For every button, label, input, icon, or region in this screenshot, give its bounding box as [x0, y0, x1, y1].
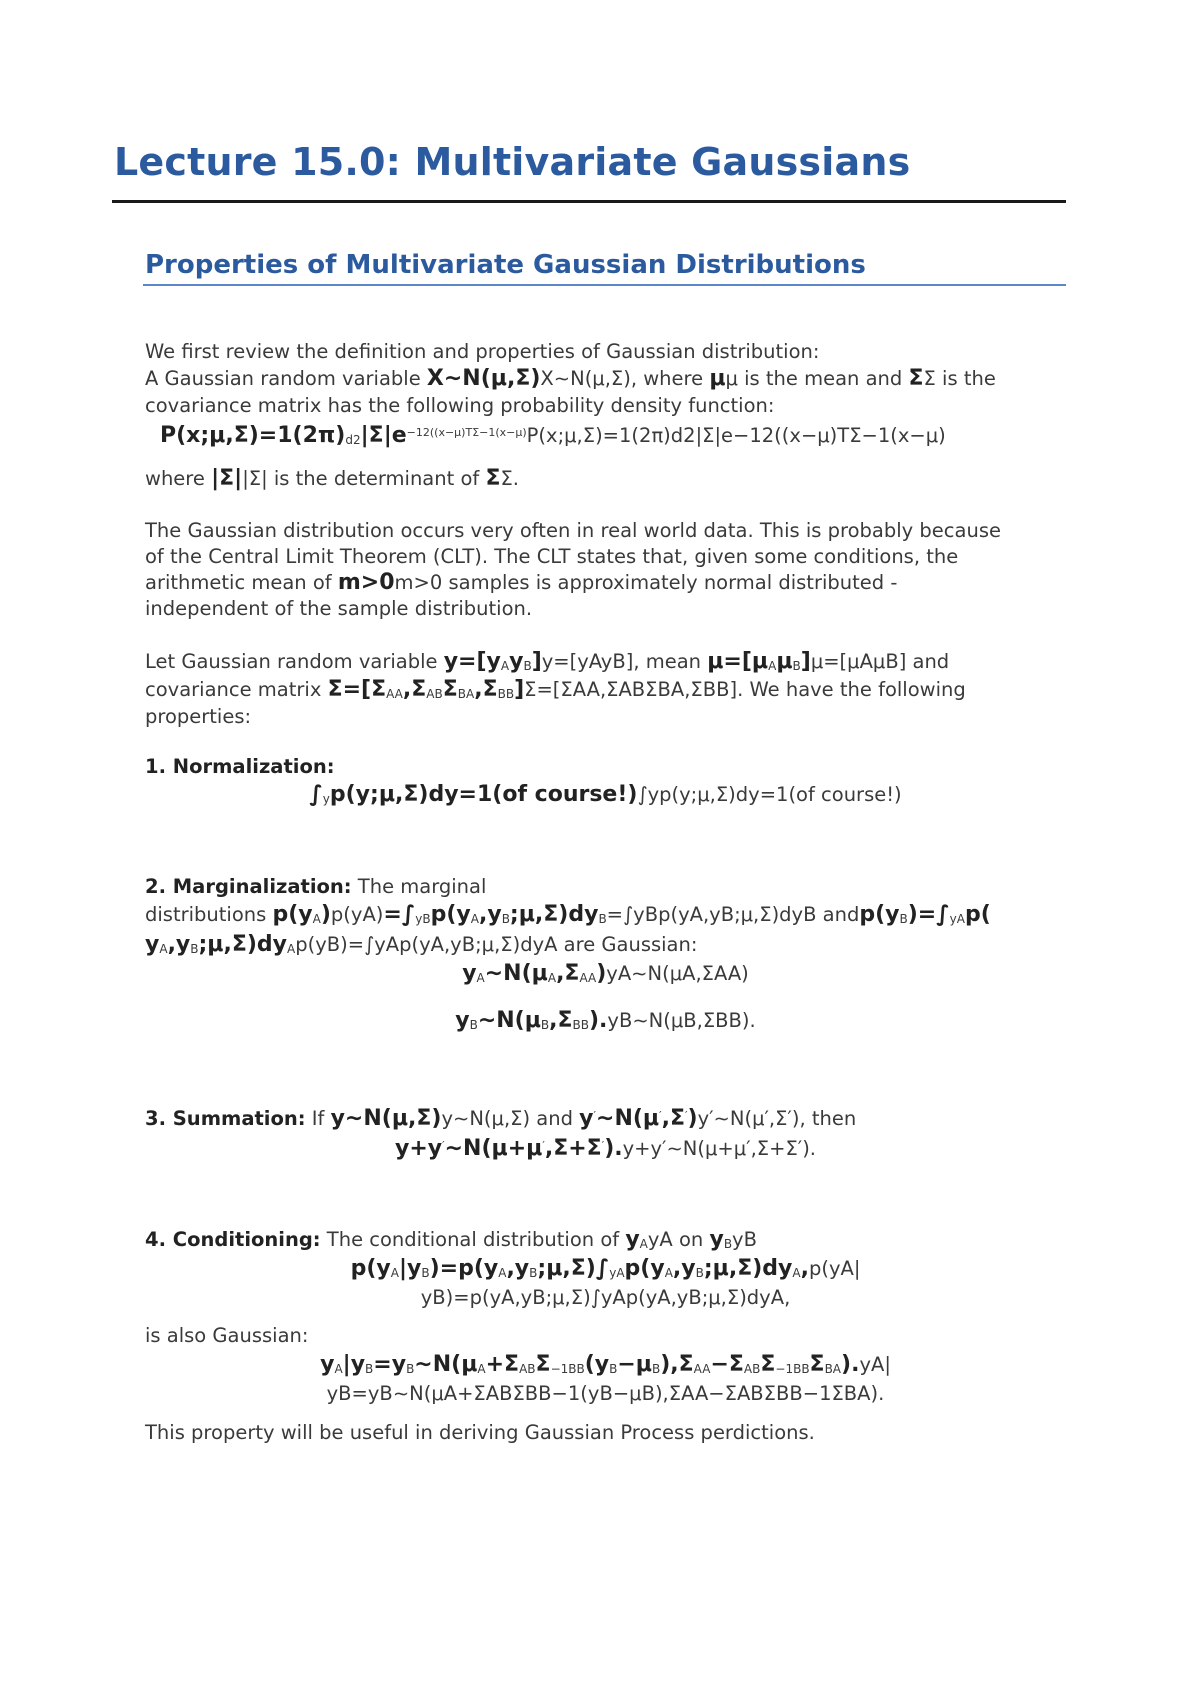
- math-sub: B: [651, 1362, 661, 1376]
- marginal-equation-a: [145, 961, 1066, 991]
- text: =∫yBp(yA,yB;μ,Σ)dyB and: [606, 903, 860, 926]
- clt-line-1: The Gaussian distribution occurs very often in real world data. This is probably because: [145, 519, 1001, 542]
- math-sub: BA: [457, 687, 475, 701]
- property-1-heading: 1. Normalization:: [145, 755, 335, 778]
- math-sub: A: [498, 1266, 507, 1280]
- math-sub: B: [899, 912, 908, 926]
- math-sub: BA: [824, 1362, 842, 1376]
- math: Σ: [442, 677, 458, 702]
- property-3-line: [145, 1103, 856, 1132]
- math-sub: B: [421, 1266, 430, 1280]
- let-line-1: [145, 649, 949, 679]
- math-sub: A: [500, 659, 510, 673]
- text: The marginal: [351, 875, 487, 898]
- math-sub: yA: [949, 912, 965, 926]
- text: covariance matrix: [145, 678, 328, 701]
- text: μ is the mean and: [725, 367, 909, 390]
- math: ∼N(μ: [414, 1352, 478, 1377]
- math-sub: A: [792, 1266, 801, 1280]
- math: ,Σ: [556, 961, 580, 986]
- math: p(y: [430, 902, 471, 927]
- math: ): [596, 961, 607, 986]
- text: yB: [732, 1228, 757, 1251]
- math: p(y: [272, 902, 313, 927]
- math: y: [462, 961, 477, 986]
- text: μ=[μAμB] and: [810, 650, 950, 673]
- math-sub: AB: [519, 1362, 536, 1376]
- math: p(y: [350, 1256, 391, 1281]
- conditional-equation-1-cont: yB)=p(yA,yB;μ,Σ)∫yAp(yA,yB;μ,Σ)dyA,: [420, 1286, 791, 1309]
- math-sub: −1BB: [550, 1362, 585, 1376]
- math: ,Σ: [549, 1008, 573, 1033]
- text: y∼N(μ,Σ) and: [441, 1107, 580, 1130]
- math: −μ: [617, 1352, 652, 1377]
- text: P(x;μ,Σ)=1(2π)d2|Σ|e−12((x−μ)TΣ−1(x−μ): [526, 424, 946, 447]
- clt-line-3: [145, 570, 897, 596]
- math: μ: [709, 366, 726, 391]
- math-sub: −1BB: [775, 1362, 810, 1376]
- math-sub: A: [470, 912, 479, 926]
- math-sub: B: [723, 1237, 733, 1251]
- math: )=∫: [907, 902, 950, 927]
- property-4-line: [145, 1227, 757, 1257]
- text: Σ.: [500, 467, 520, 490]
- math-sub: B: [792, 659, 801, 673]
- math: ∫: [309, 782, 323, 807]
- math: |y: [342, 1352, 366, 1377]
- marginal-equation-b: [145, 1008, 1066, 1038]
- heading-text: 2. Marginalization:: [145, 875, 352, 898]
- let-line-3: properties:: [145, 705, 252, 728]
- math-sub: AA: [693, 1362, 711, 1376]
- math: μ: [776, 649, 793, 674]
- math-sup: ′: [442, 1139, 445, 1152]
- math: P(x;μ,Σ)=1(2π): [160, 423, 346, 448]
- math: (y: [584, 1352, 610, 1377]
- math: y+y: [395, 1136, 443, 1161]
- math-sub: B: [609, 1362, 618, 1376]
- math-sub: B: [598, 912, 607, 926]
- math-sub: A: [768, 659, 777, 673]
- text: yA∼N(μA,ΣAA): [606, 962, 749, 985]
- math: ).: [604, 1136, 623, 1161]
- math: Σ: [809, 1352, 825, 1377]
- math: ).: [589, 1008, 608, 1033]
- math-sub: B: [190, 942, 199, 956]
- marginal-line-3: [145, 932, 697, 962]
- math-sub: A: [159, 942, 168, 956]
- clt-line-2: of the Central Limit Theorem (CLT). The CLT states that, given some conditions, the: [145, 545, 959, 568]
- math: X∼N(μ,Σ): [426, 366, 541, 391]
- heading-text: 4. Conditioning:: [145, 1228, 321, 1251]
- math-sub: A: [476, 971, 485, 985]
- text: |Σ| is the determinant of: [242, 467, 486, 490]
- text: Σ is the: [923, 367, 996, 390]
- math-sub: A: [312, 912, 321, 926]
- math: y: [579, 1106, 594, 1131]
- pdf-equation: [160, 420, 946, 453]
- math: p(y: [624, 1256, 665, 1281]
- math: ,Σ: [402, 677, 427, 702]
- math: =y: [373, 1352, 407, 1377]
- text: m>0 samples is approximately normal distributed -: [394, 571, 898, 594]
- math: ,Σ: [661, 1106, 685, 1131]
- text: where: [145, 467, 212, 490]
- math: +Σ: [485, 1352, 520, 1377]
- math-sub: A: [287, 942, 296, 956]
- math-sub: B: [529, 1266, 538, 1280]
- math-sub: d2: [345, 433, 361, 447]
- math: ]: [531, 649, 542, 674]
- math: y: [625, 1227, 640, 1252]
- math: ): [320, 902, 331, 927]
- math-sub: yA: [609, 1266, 625, 1280]
- math-sub: AB: [426, 687, 443, 701]
- math: Σ: [760, 1352, 776, 1377]
- math-sub: A: [639, 1237, 648, 1251]
- property-2-heading: [145, 874, 486, 900]
- conditional-equation-2: [145, 1352, 1066, 1382]
- determinant-line: [145, 466, 519, 492]
- text: Σ=[ΣAA,ΣABΣBA,ΣBB]. We have the following: [524, 678, 966, 701]
- math-sup: ′: [593, 1109, 597, 1122]
- conditional-equation-1: [145, 1256, 1066, 1286]
- text: p(yA): [330, 903, 384, 926]
- math: y: [145, 932, 160, 957]
- math: ,y: [672, 1256, 696, 1281]
- intro-line-2: [145, 366, 996, 392]
- math: ]: [800, 649, 811, 674]
- math: ,y: [167, 932, 191, 957]
- math: y: [320, 1352, 335, 1377]
- text: Let Gaussian random variable: [145, 650, 444, 673]
- closing-line: This property will be useful in deriving Gaussian Process perdictions.: [145, 1421, 815, 1444]
- math: ]: [514, 677, 525, 702]
- math: Σ: [485, 466, 501, 491]
- math: m>0: [337, 570, 395, 595]
- math: =∫: [383, 902, 416, 927]
- math: y: [709, 1227, 724, 1252]
- math-sup: ′: [659, 1109, 662, 1122]
- math-sub: y: [322, 792, 330, 806]
- math: ∼N(μ+μ: [444, 1136, 543, 1161]
- math-sub: yB: [415, 912, 431, 926]
- text: ∫yp(y;μ,Σ)dy=1(of course!): [637, 783, 902, 806]
- clt-line-4: independent of the sample distribution.: [145, 597, 533, 620]
- math: Σ: [535, 1352, 551, 1377]
- math-sub: B: [406, 1362, 415, 1376]
- math: |y: [398, 1256, 422, 1281]
- section-title: Properties of Multivariate Gaussian Distributions: [145, 250, 866, 280]
- marginal-line-2: [145, 902, 991, 932]
- title-divider: [112, 200, 1066, 203]
- text: X∼N(μ,Σ), where: [540, 367, 710, 390]
- math: ,Σ+Σ: [544, 1136, 602, 1161]
- math-sub: BB: [497, 687, 515, 701]
- math-sub: B: [695, 1266, 704, 1280]
- math: |Σ|e: [360, 423, 407, 448]
- text: arithmetic mean of: [145, 571, 338, 594]
- math: ∼N(μ: [484, 961, 548, 986]
- math: y∼N(μ,Σ): [330, 1106, 442, 1131]
- intro-line-3: covariance matrix has the following probability density function:: [145, 394, 775, 417]
- math-sup: ′: [601, 1139, 605, 1152]
- math-sub: A: [390, 1266, 399, 1280]
- math-sub: A: [477, 1362, 486, 1376]
- text: y′∼N(μ′,Σ′), then: [697, 1107, 857, 1130]
- math-sub: AA: [579, 971, 597, 985]
- math: ).: [841, 1352, 860, 1377]
- text: yB∼N(μB,ΣBB).: [607, 1009, 756, 1032]
- math-sub: AA: [386, 687, 403, 701]
- math: Σ=[Σ: [327, 677, 387, 702]
- text: If: [305, 1107, 331, 1130]
- math: ,Σ: [474, 677, 498, 702]
- math-sub: B: [469, 1018, 478, 1032]
- math: ∼N(μ: [477, 1008, 541, 1033]
- conditional-equation-2-cont: yB=yB∼N(μA+ΣABΣBB−1(yB−μB),ΣAA−ΣABΣBB−1ΣBA).: [326, 1382, 885, 1405]
- math-sub: B: [365, 1362, 374, 1376]
- text: y+y′∼N(μ+μ′,Σ+Σ′).: [622, 1137, 816, 1160]
- math: p(y;μ,Σ)dy=1(of course!): [329, 782, 638, 807]
- text: distributions: [145, 903, 273, 926]
- math-sub: B: [523, 659, 532, 673]
- math-sub: B: [501, 912, 510, 926]
- math: ;μ,Σ)dy: [198, 932, 288, 957]
- math: p(: [964, 902, 991, 927]
- text: p(yB)=∫yAp(yA,yB;μ,Σ)dyA are Gaussian:: [295, 933, 698, 956]
- math: ∼N(μ: [596, 1106, 660, 1131]
- text: The conditional distribution of: [320, 1228, 626, 1251]
- intro-line-1: We first review the definition and properties of Gaussian distribution:: [145, 340, 820, 363]
- math: ;μ,Σ)dy: [509, 902, 599, 927]
- text: yA on: [647, 1228, 710, 1251]
- math-sub: A: [334, 1362, 343, 1376]
- text: A Gaussian random variable: [145, 367, 427, 390]
- math: y: [455, 1008, 470, 1033]
- math: ,y: [506, 1256, 530, 1281]
- math: y=[y: [443, 649, 501, 674]
- math: )=p(y: [429, 1256, 499, 1281]
- math: −Σ: [710, 1352, 744, 1377]
- math: ),Σ: [660, 1352, 694, 1377]
- text: p(yA|: [808, 1257, 861, 1280]
- math-sub: A: [547, 971, 557, 985]
- math: p(y: [859, 902, 900, 927]
- math-sub: B: [540, 1018, 550, 1032]
- page-title: Lecture 15.0: Multivariate Gaussians: [114, 140, 911, 184]
- let-line-2: [145, 677, 966, 707]
- also-gaussian-text: is also Gaussian:: [145, 1324, 309, 1347]
- normalization-equation: [145, 782, 1066, 812]
- math: μ=[μ: [707, 649, 769, 674]
- math: y: [509, 649, 524, 674]
- math-sub: AB: [743, 1362, 761, 1376]
- math: Σ: [908, 366, 924, 391]
- math: ,: [800, 1256, 809, 1281]
- math-sup: ′: [542, 1139, 545, 1152]
- text: yA|: [859, 1353, 891, 1376]
- math-sup: ′: [685, 1109, 688, 1122]
- text: y=[yAyB], mean: [541, 650, 708, 673]
- math: ;μ,Σ)∫: [537, 1256, 610, 1281]
- math: ;μ,Σ)dy: [703, 1256, 793, 1281]
- summation-equation: [145, 1133, 1066, 1162]
- math-sub: BB: [572, 1018, 589, 1032]
- math: ,y: [478, 902, 502, 927]
- math-sub: A: [664, 1266, 673, 1280]
- math: |Σ|: [211, 466, 243, 491]
- math-sup: −12((x−μ)TΣ−1(x−μ): [406, 426, 527, 439]
- heading-text: 3. Summation:: [145, 1107, 306, 1130]
- section-divider: [143, 284, 1066, 286]
- math: ): [687, 1106, 698, 1131]
